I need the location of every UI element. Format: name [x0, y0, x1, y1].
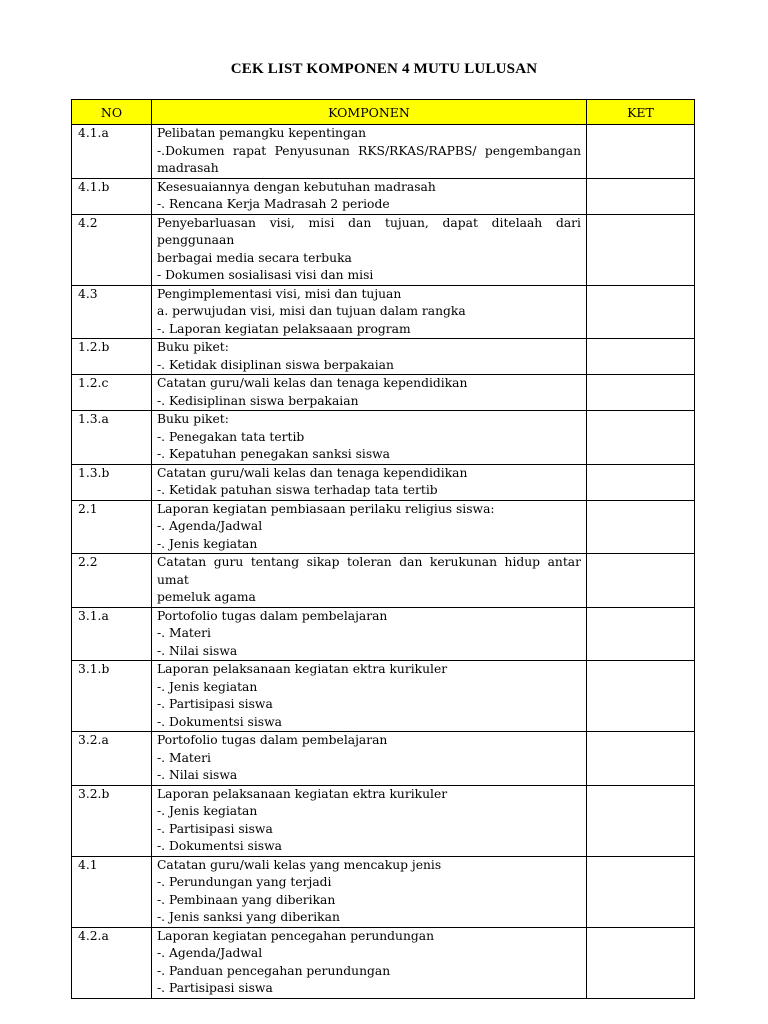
row-number: 1.2.b [72, 339, 152, 375]
komponen-line: Kesesuaiannya dengan kebutuhan madrasah [157, 179, 436, 194]
komponen-line: -. Agenda/Jadwal [157, 946, 263, 960]
komponen-line: Buku piket: [157, 340, 229, 354]
table-body [72, 125, 695, 999]
row-komponen [152, 285, 587, 339]
komponen-line: -. Ketidak patuhan siswa terhadap tata tertib [157, 483, 438, 497]
row-number: 1.2.c [72, 375, 152, 411]
row-komponen [152, 500, 587, 554]
komponen-line: Laporan kegiatan pembiasaan perilaku religius siswa: [157, 501, 495, 516]
komponen-line: -. Jenis sanksi yang diberikan [157, 910, 340, 924]
table-row [72, 285, 695, 339]
komponen-line: -. Dokumentsi siswa [157, 714, 282, 729]
table-row [72, 411, 695, 465]
komponen-line: Portofolio tugas dalam pembelajaran [157, 608, 388, 623]
row-komponen [152, 927, 587, 998]
komponen-line: -. Pembinaan yang diberikan [157, 892, 336, 907]
header-ket: KET [587, 100, 695, 125]
table-row [72, 607, 695, 661]
komponen-line: a. perwujudan visi, misi dan tujuan dalam rangka [157, 304, 466, 318]
row-number: 1.3.a [72, 411, 152, 465]
row-ket-cell[interactable] [587, 178, 695, 214]
row-number: 4.1.a [72, 125, 152, 179]
komponen-line: Catatan guru/wali kelas yang mencakup jenis [157, 857, 442, 872]
table-row [72, 927, 695, 998]
row-komponen [152, 178, 587, 214]
table-row [72, 661, 695, 732]
table-row [72, 125, 695, 179]
row-komponen [152, 554, 587, 608]
komponen-line: -. Kedisiplinan siswa berpakaian [157, 393, 359, 408]
komponen-line: -. Materi [157, 626, 211, 640]
row-ket-cell[interactable] [587, 125, 695, 179]
komponen-line: -. Partisipasi siswa [157, 697, 273, 711]
komponen-line: Pelibatan pemangku kepentingan [157, 126, 367, 140]
row-number: 4.1 [72, 856, 152, 927]
komponen-line: - Dokumen sosialisasi visi dan misi [157, 268, 374, 282]
komponen-line: -. Perundungan yang terjadi [157, 875, 332, 889]
header-komponen: KOMPONEN [152, 100, 587, 125]
komponen-line: madrasah [157, 161, 219, 175]
komponen-line: -. Penegakan tata tertib [157, 429, 305, 444]
row-number: 4.2.a [72, 927, 152, 998]
row-number: 2.1 [72, 500, 152, 554]
komponen-line: Catatan guru/wali kelas dan tenaga kependidikan [157, 376, 468, 390]
table-row [72, 375, 695, 411]
komponen-line: -. Materi [157, 750, 211, 765]
row-number: 1.3.b [72, 464, 152, 500]
row-ket-cell[interactable] [587, 500, 695, 554]
row-komponen [152, 464, 587, 500]
page-title: CEK LIST KOMPONEN 4 MUTU LULUSAN [230, 61, 538, 77]
komponen-line: -. Panduan pencegahan perundungan [157, 963, 391, 978]
row-ket-cell[interactable] [587, 214, 695, 285]
komponen-line: pemeluk agama [157, 590, 256, 604]
row-ket-cell[interactable] [587, 339, 695, 375]
komponen-line: -.Dokumen rapat Penyusunan RKS/RKAS/RAPBS/ pengembangan [157, 143, 581, 158]
row-ket-cell[interactable] [587, 285, 695, 339]
row-ket-cell[interactable] [587, 411, 695, 465]
komponen-line: Laporan kegiatan pencegahan perundungan [157, 928, 434, 943]
komponen-line: -. Jenis kegiatan [157, 679, 258, 694]
row-ket-cell[interactable] [587, 554, 695, 608]
komponen-line: -. Partisipasi siswa [157, 821, 273, 836]
komponen-line: Catatan guru/wali kelas dan tenaga kependidikan [157, 465, 468, 480]
table-row [72, 856, 695, 927]
komponen-line: Pengimplementasi visi, misi dan tujuan [157, 286, 402, 301]
komponen-line: -. Nilai siswa [157, 643, 238, 658]
row-komponen [152, 339, 587, 375]
komponen-line: Laporan pelaksanaan kegiatan ektra kurikuler [157, 662, 448, 676]
table-row [72, 785, 695, 856]
header-no: NO [72, 100, 152, 125]
row-komponen [152, 785, 587, 856]
row-komponen [152, 125, 587, 179]
komponen-line: Portofolio tugas dalam pembelajaran [157, 733, 388, 747]
checklist-table [71, 99, 695, 999]
komponen-line: -. Nilai siswa [157, 768, 238, 782]
komponen-line: Penyebarluasan visi, misi dan tujuan, dapat ditelaah dari penggunaan [157, 215, 581, 247]
table-row [72, 500, 695, 554]
row-ket-cell[interactable] [587, 661, 695, 732]
row-number: 2.2 [72, 554, 152, 608]
row-komponen [152, 607, 587, 661]
row-komponen [152, 661, 587, 732]
table-row [72, 732, 695, 786]
row-ket-cell[interactable] [587, 607, 695, 661]
komponen-line: -. Kepatuhan penegakan sanksi siswa [157, 447, 390, 461]
table-row [72, 554, 695, 608]
komponen-line: -. Dokumentsi siswa [157, 839, 282, 853]
row-number: 3.2.a [72, 732, 152, 786]
table-row [72, 464, 695, 500]
row-number: 4.3 [72, 285, 152, 339]
row-ket-cell[interactable] [587, 375, 695, 411]
row-komponen [152, 375, 587, 411]
komponen-line: Laporan pelaksanaan kegiatan ektra kurikuler [157, 786, 448, 801]
row-ket-cell[interactable] [587, 464, 695, 500]
komponen-line: -. Rencana Kerja Madrasah 2 periode [157, 197, 390, 211]
row-number: 3.1.a [72, 607, 152, 661]
table-row [72, 214, 695, 285]
row-komponen [152, 411, 587, 465]
row-komponen [152, 732, 587, 786]
row-ket-cell[interactable] [587, 732, 695, 786]
row-number: 3.1.b [72, 661, 152, 732]
table-row [72, 339, 695, 375]
komponen-line: -. Jenis kegiatan [157, 804, 258, 818]
table-row [72, 178, 695, 214]
komponen-line: -. Jenis kegiatan [157, 536, 258, 551]
komponen-line: Buku piket: [157, 412, 229, 426]
row-ket-cell[interactable] [587, 927, 695, 998]
row-ket-cell[interactable] [587, 785, 695, 856]
komponen-line: -. Agenda/Jadwal [157, 519, 263, 533]
table-header-row [72, 100, 695, 125]
komponen-line: berbagai media secara terbuka [157, 250, 352, 265]
komponen-line: -. Ketidak disiplinan siswa berpakaian [157, 357, 394, 372]
row-komponen [152, 856, 587, 927]
komponen-line: -. Partisipasi siswa [157, 981, 273, 995]
komponen-line: Catatan guru tentang sikap toleran dan kerukunan hidup antar umat [157, 555, 581, 587]
komponen-line: -. Laporan kegiatan pelaksaaan program [157, 321, 411, 336]
row-number: 4.1.b [72, 178, 152, 214]
row-number: 3.2.b [72, 785, 152, 856]
row-ket-cell[interactable] [587, 856, 695, 927]
row-komponen [152, 214, 587, 285]
row-number: 4.2 [72, 214, 152, 285]
